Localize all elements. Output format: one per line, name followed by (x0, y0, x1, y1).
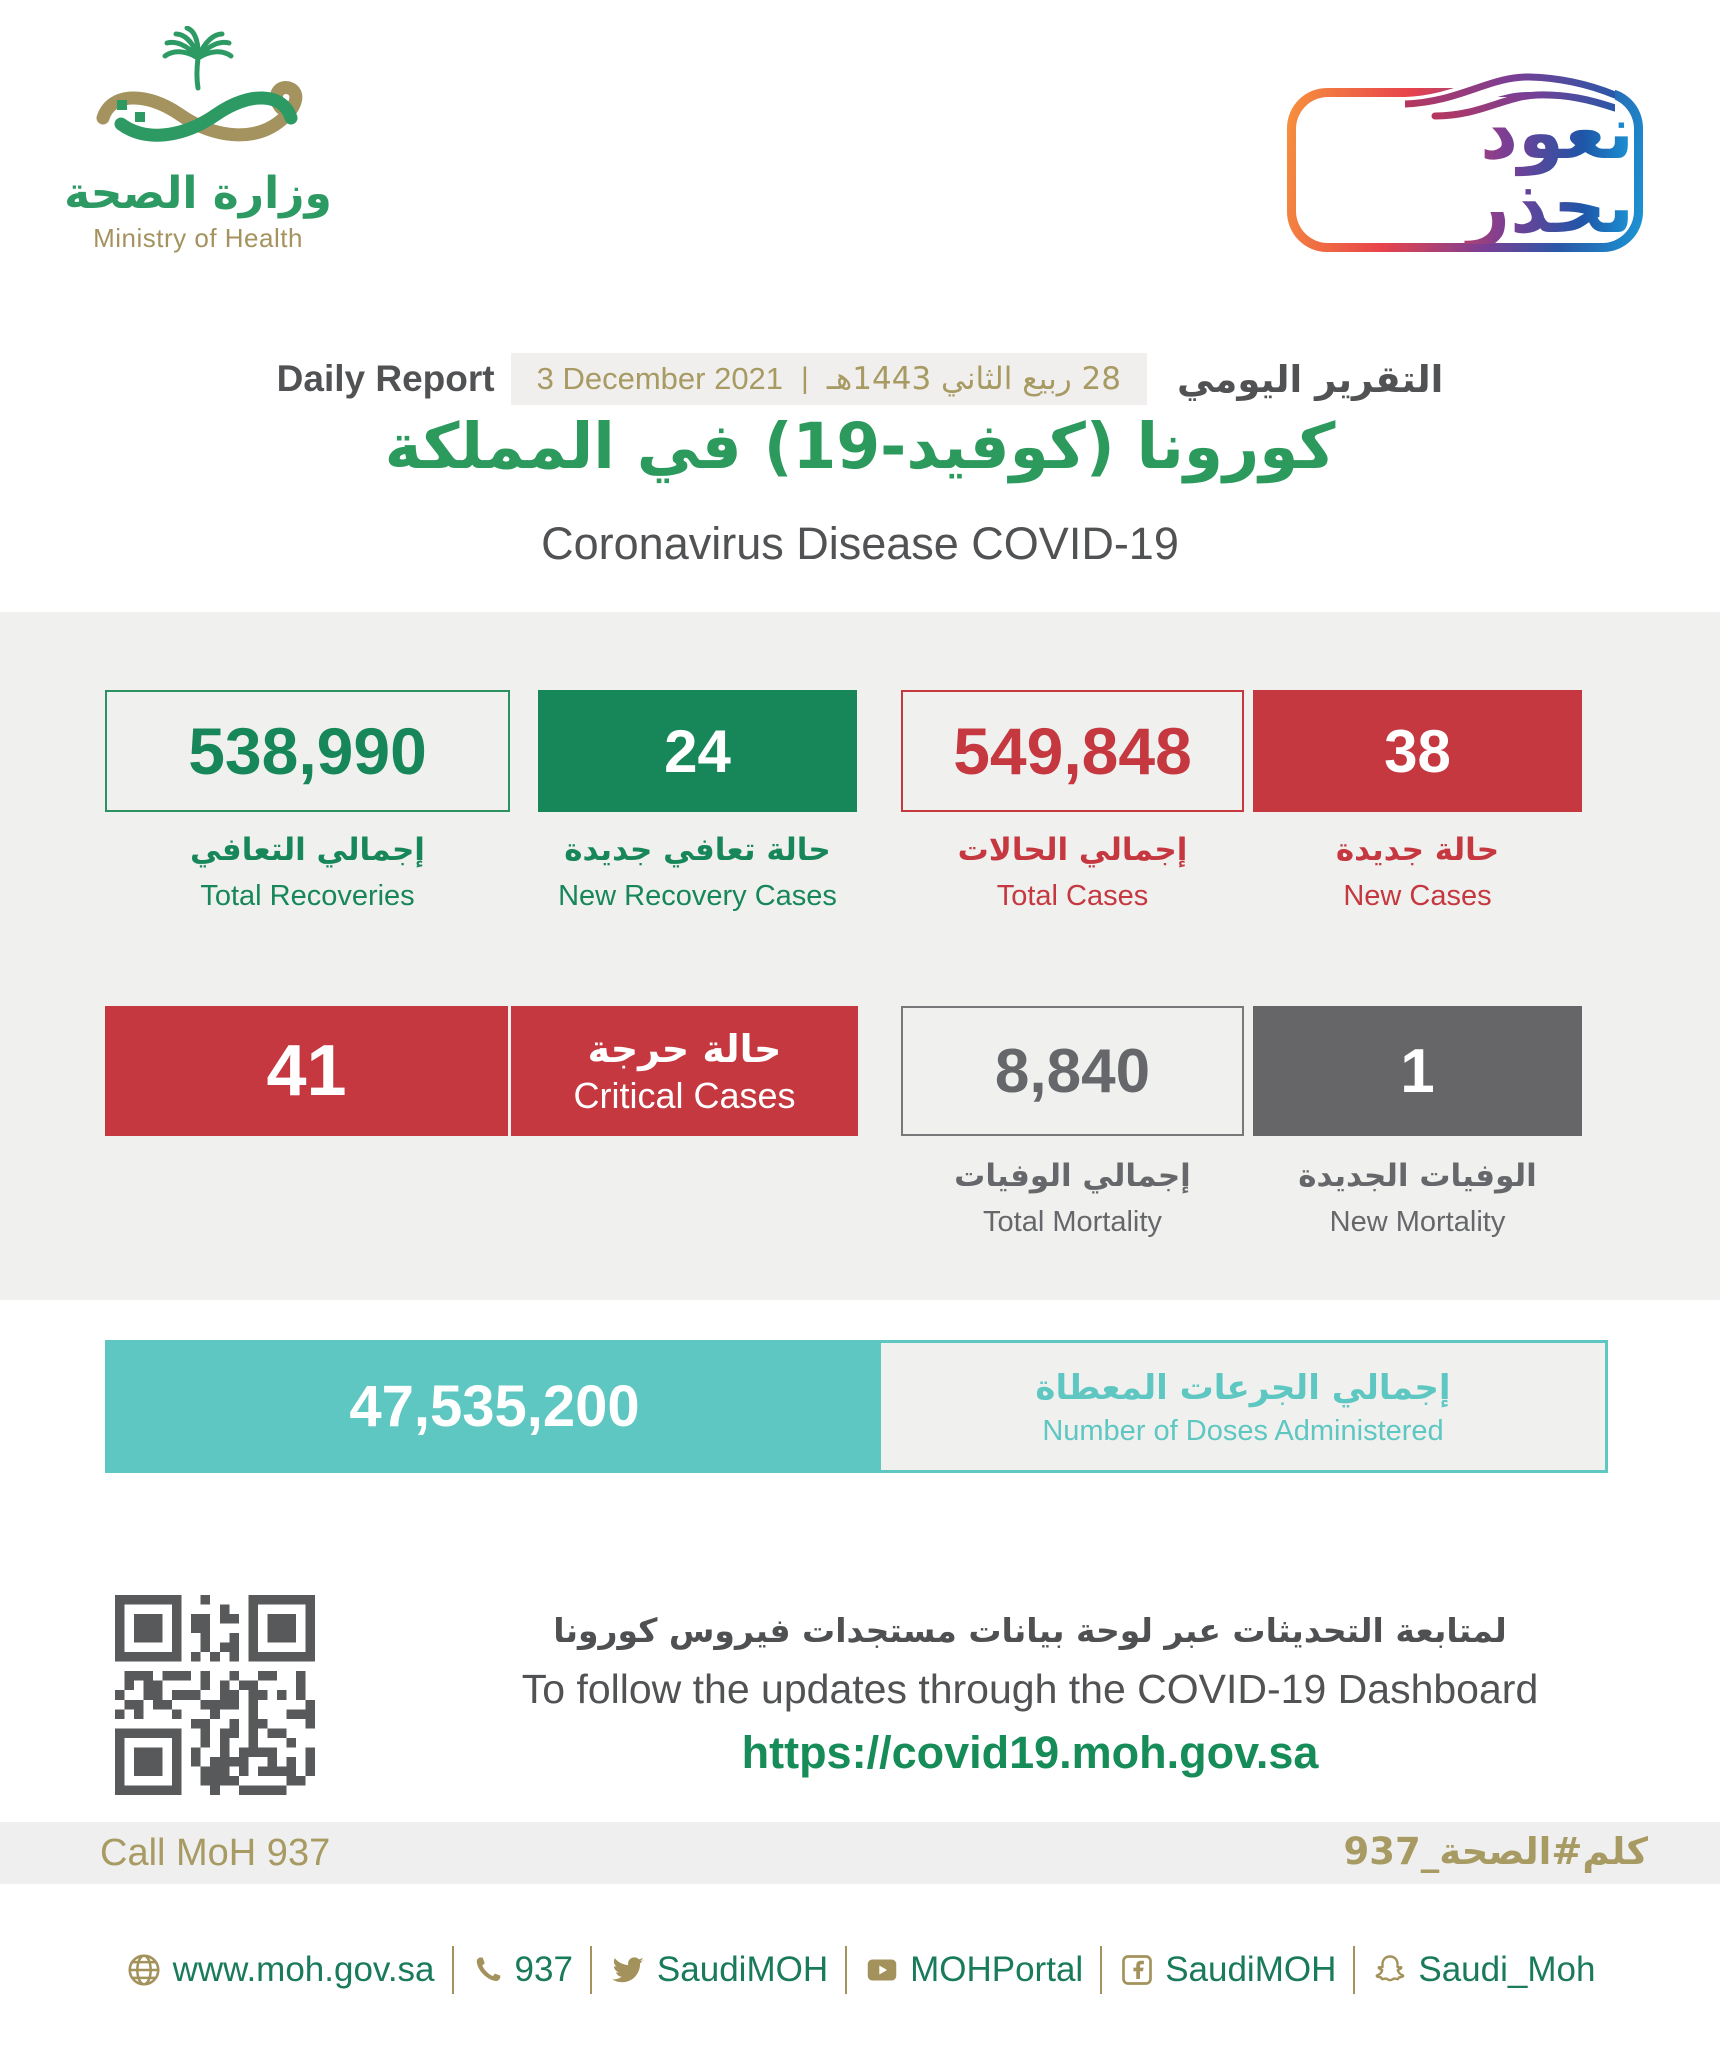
call-moh-hashtag-arabic: كلم#الصحة_937 (1343, 1830, 1648, 1873)
moh-palm-ribbon-icon (73, 26, 323, 166)
daily-report-label-arabic: التقرير اليومي (1176, 357, 1444, 401)
total-recoveries-card (105, 690, 510, 812)
doses-label-english: Number of Doses Administered (1042, 1414, 1444, 1447)
doses-label-section (881, 1343, 1605, 1470)
new-mortality-card (1253, 1006, 1582, 1136)
social-contact-row (0, 1946, 1720, 1994)
critical-cases-label-card (511, 1006, 858, 1136)
hijri-date: 28 ربيع الثاني 1443هـ (826, 361, 1121, 397)
total-mortality-value: 8,840 (994, 1036, 1151, 1106)
daily-report-label: Daily Report (276, 358, 495, 399)
new-recoveries-value: 24 (664, 717, 731, 785)
website-link[interactable]: www.moh.gov.sa (125, 1950, 435, 1990)
date-separator: | (801, 362, 809, 395)
badge-text: نعود بحذر (1296, 96, 1634, 244)
youtube-icon (864, 1952, 900, 1988)
snapchat-link[interactable]: Saudi_Moh (1372, 1950, 1595, 1990)
doses-label-arabic: إجمالي الجرعات المعطاة (1035, 1368, 1451, 1409)
new-mortality-value: 1 (1400, 1036, 1435, 1106)
statistics-band (0, 612, 1720, 1300)
total-cases-card (901, 690, 1244, 812)
dashboard-qr-code (115, 1595, 315, 1795)
dashboard-line-arabic: لمتابعة التحديثات عبر لوحة بيانات مستجدات فيروس كورونا (553, 1611, 1507, 1650)
dashboard-line-english: To follow the updates through the COVID-19 Dashboard (521, 1665, 1539, 1712)
total-recoveries-value: 538,990 (188, 714, 427, 788)
page-title-english: Coronavirus Disease COVID-19 (541, 518, 1179, 569)
total-mortality-card (901, 1006, 1244, 1136)
call-moh-english: Call MoH 937 (100, 1832, 331, 1874)
total-mortality-label: إجمالي الوفيات Total Mortality (954, 1158, 1191, 1239)
snapchat-icon (1372, 1952, 1408, 1988)
separator (452, 1946, 454, 1994)
dashboard-url-link[interactable]: https://covid19.moh.gov.sa (741, 1726, 1319, 1778)
ministry-name-english: Ministry of Health (93, 223, 303, 253)
page-title-arabic: كورونا (كوفيد-19) في المملكة (384, 410, 1336, 483)
new-recoveries-card (538, 690, 857, 812)
critical-cases-value-card (105, 1006, 508, 1136)
ministry-name-arabic: وزارة الصحة (64, 168, 332, 219)
doses-administered-bar (105, 1340, 1608, 1473)
new-cases-value: 38 (1384, 717, 1451, 785)
separator (1353, 1946, 1355, 1994)
critical-cases-label-arabic: حالة حرجة (587, 1027, 782, 1072)
return-cautiously-badge (1287, 88, 1643, 252)
doses-value-section (108, 1343, 881, 1470)
moh-logo (58, 26, 338, 254)
gregorian-date: 3 December 2021 (536, 361, 784, 396)
new-cases-label: حالة جديدة New Cases (1335, 832, 1500, 913)
separator (1100, 1946, 1102, 1994)
facebook-link[interactable]: SaudiMOH (1119, 1950, 1336, 1990)
critical-cases-value: 41 (266, 1031, 347, 1111)
globe-icon (125, 1951, 163, 1989)
call-moh-band (0, 1822, 1720, 1884)
badge-wave-icon (1405, 68, 1615, 120)
phone-icon (471, 1953, 505, 1987)
total-cases-value: 549,848 (953, 714, 1192, 788)
twitter-icon (609, 1951, 647, 1989)
twitter-link[interactable]: SaudiMOH (609, 1950, 828, 1990)
separator (590, 1946, 592, 1994)
total-cases-label: إجمالي الحالات Total Cases (957, 832, 1188, 913)
total-recoveries-label: إجمالي التعافي Total Recoveries (190, 832, 425, 913)
new-recoveries-label: حالة تعافي جديدة New Recovery Cases (558, 832, 837, 913)
dashboard-info (360, 1606, 1700, 1779)
critical-cases-label-english: Critical Cases (573, 1074, 796, 1116)
phone-link[interactable]: 937 (471, 1950, 573, 1990)
new-mortality-label: الوفيات الجديدة New Mortality (1298, 1158, 1537, 1239)
new-cases-card (1253, 690, 1582, 812)
facebook-icon (1119, 1952, 1155, 1988)
separator (845, 1946, 847, 1994)
youtube-link[interactable]: MOHPortal (864, 1950, 1083, 1990)
doses-value: 47,535,200 (349, 1374, 640, 1439)
